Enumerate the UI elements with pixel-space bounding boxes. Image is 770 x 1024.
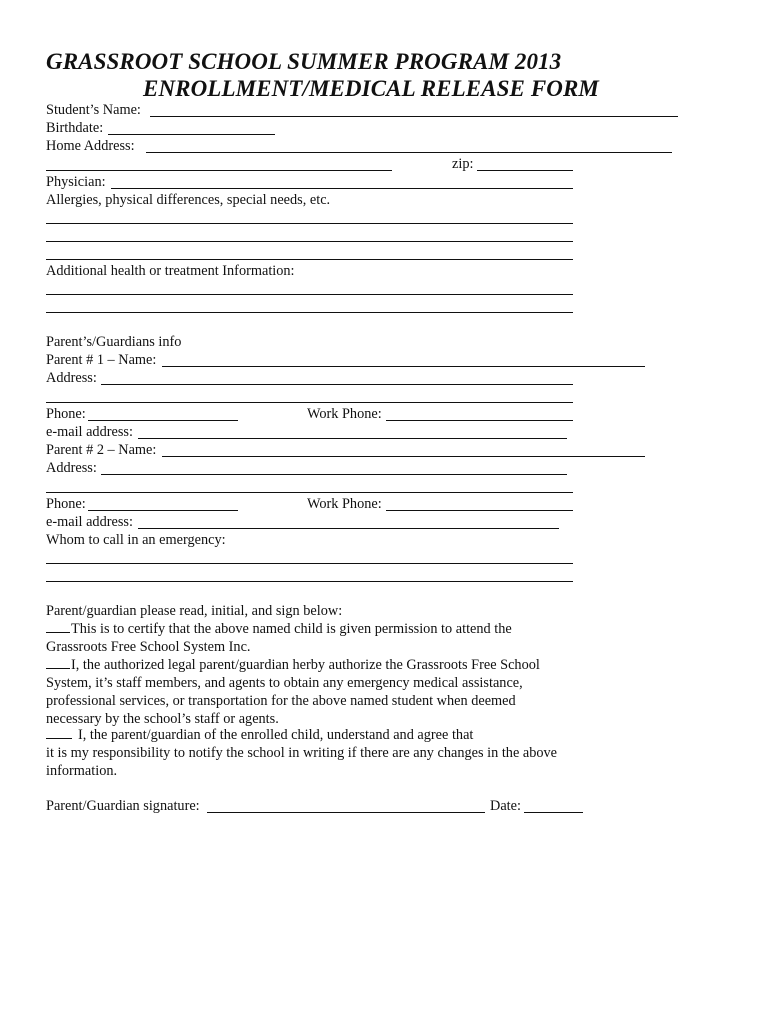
consent-intro: Parent/guardian please read, initial, and sign below: [46,603,343,619]
birthdate-label: Birthdate: [46,120,104,136]
parent1-address-label: Address: [46,370,97,386]
student-name-field[interactable] [150,116,678,117]
parent1-email-label: e-mail address: [46,424,133,440]
student-name-label: Student’s Name: [46,102,141,118]
parent2-address-label: Address: [46,460,97,476]
date-label: Date: [490,798,521,814]
home-address-label: Home Address: [46,138,135,154]
parent1-email-field[interactable] [138,438,567,439]
signature-field[interactable] [207,812,485,813]
consent-item-2-text: I, the authorized legal parent/guardian herby authorize the Grassroots Free School [71,657,540,673]
parents-heading: Parent’s/Guardians info [46,334,182,350]
parent2-address-field[interactable] [101,474,567,475]
consent-item-1-line-2: Grassroots Free School System Inc. [46,639,251,655]
parent2-email-field[interactable] [138,528,559,529]
parent2-work-phone-label: Work Phone: [307,496,382,512]
parent2-name-label: Parent # 2 – Name: [46,442,157,458]
additional-health-label: Additional health or treatment Information: [46,263,295,279]
home-address-field[interactable] [146,152,672,153]
consent-item-2-line-2: System, it’s staff members, and agents to obtain any emergency medical assistance, [46,675,523,691]
parent2-address-field-line-2[interactable] [46,492,573,493]
parent1-address-field-line-2[interactable] [46,402,573,403]
allergies-field-line-3[interactable] [46,259,573,260]
additional-health-field-line-2[interactable] [46,312,573,313]
parent1-phone-field[interactable] [88,420,238,421]
zip-field[interactable] [477,170,573,171]
physician-field[interactable] [111,188,573,189]
parent1-address-field[interactable] [101,384,573,385]
form-title-line-2: ENROLLMENT/MEDICAL RELEASE FORM [143,76,599,101]
initial-blank-2[interactable] [46,656,70,669]
initial-blank-1[interactable] [46,620,70,633]
consent-item-2 [46,656,540,674]
signature-label: Parent/Guardian signature: [46,798,200,814]
emergency-contact-label: Whom to call in an emergency: [46,532,226,548]
consent-item-3-text: I, the parent/guardian of the enrolled child, understand and agree that [78,727,474,743]
additional-health-field-line-1[interactable] [46,294,573,295]
consent-item-2-line-4: necessary by the school’s staff or agents. [46,711,279,727]
parent2-name-field[interactable] [162,456,645,457]
initial-blank-3[interactable] [46,726,72,739]
parent2-phone-field[interactable] [88,510,238,511]
home-address-field-line-2[interactable] [46,170,392,171]
consent-item-1-text: This is to certify that the above named child is given permission to attend the [71,621,512,637]
allergies-field-line-1[interactable] [46,223,573,224]
parent2-work-phone-field[interactable] [386,510,573,511]
date-field[interactable] [524,812,583,813]
parent1-phone-label: Phone: [46,406,86,422]
birthdate-field[interactable] [108,134,275,135]
allergies-field-line-2[interactable] [46,241,573,242]
form-title-line-1: GRASSROOT SCHOOL SUMMER PROGRAM 2013 [46,49,562,74]
emergency-contact-field-line-2[interactable] [46,581,573,582]
consent-item-1 [46,620,512,638]
emergency-contact-field-line-1[interactable] [46,563,573,564]
parent1-work-phone-field[interactable] [386,420,573,421]
parent1-name-label: Parent # 1 – Name: [46,352,157,368]
parent2-phone-label: Phone: [46,496,86,512]
consent-item-3-line-2: it is my responsibility to notify the school in writing if there are any changes in the above [46,745,558,761]
parent1-name-field[interactable] [162,366,645,367]
parent1-work-phone-label: Work Phone: [307,406,382,422]
consent-item-2-line-3: professional services, or transportation for the above named student when deemed [46,693,516,709]
allergies-label: Allergies, physical differences, special needs, etc. [46,192,331,208]
parent2-email-label: e-mail address: [46,514,133,530]
zip-label: zip: [452,156,474,172]
physician-label: Physician: [46,174,106,190]
consent-item-3 [46,726,473,744]
consent-item-3-line-3: information. [46,763,118,779]
